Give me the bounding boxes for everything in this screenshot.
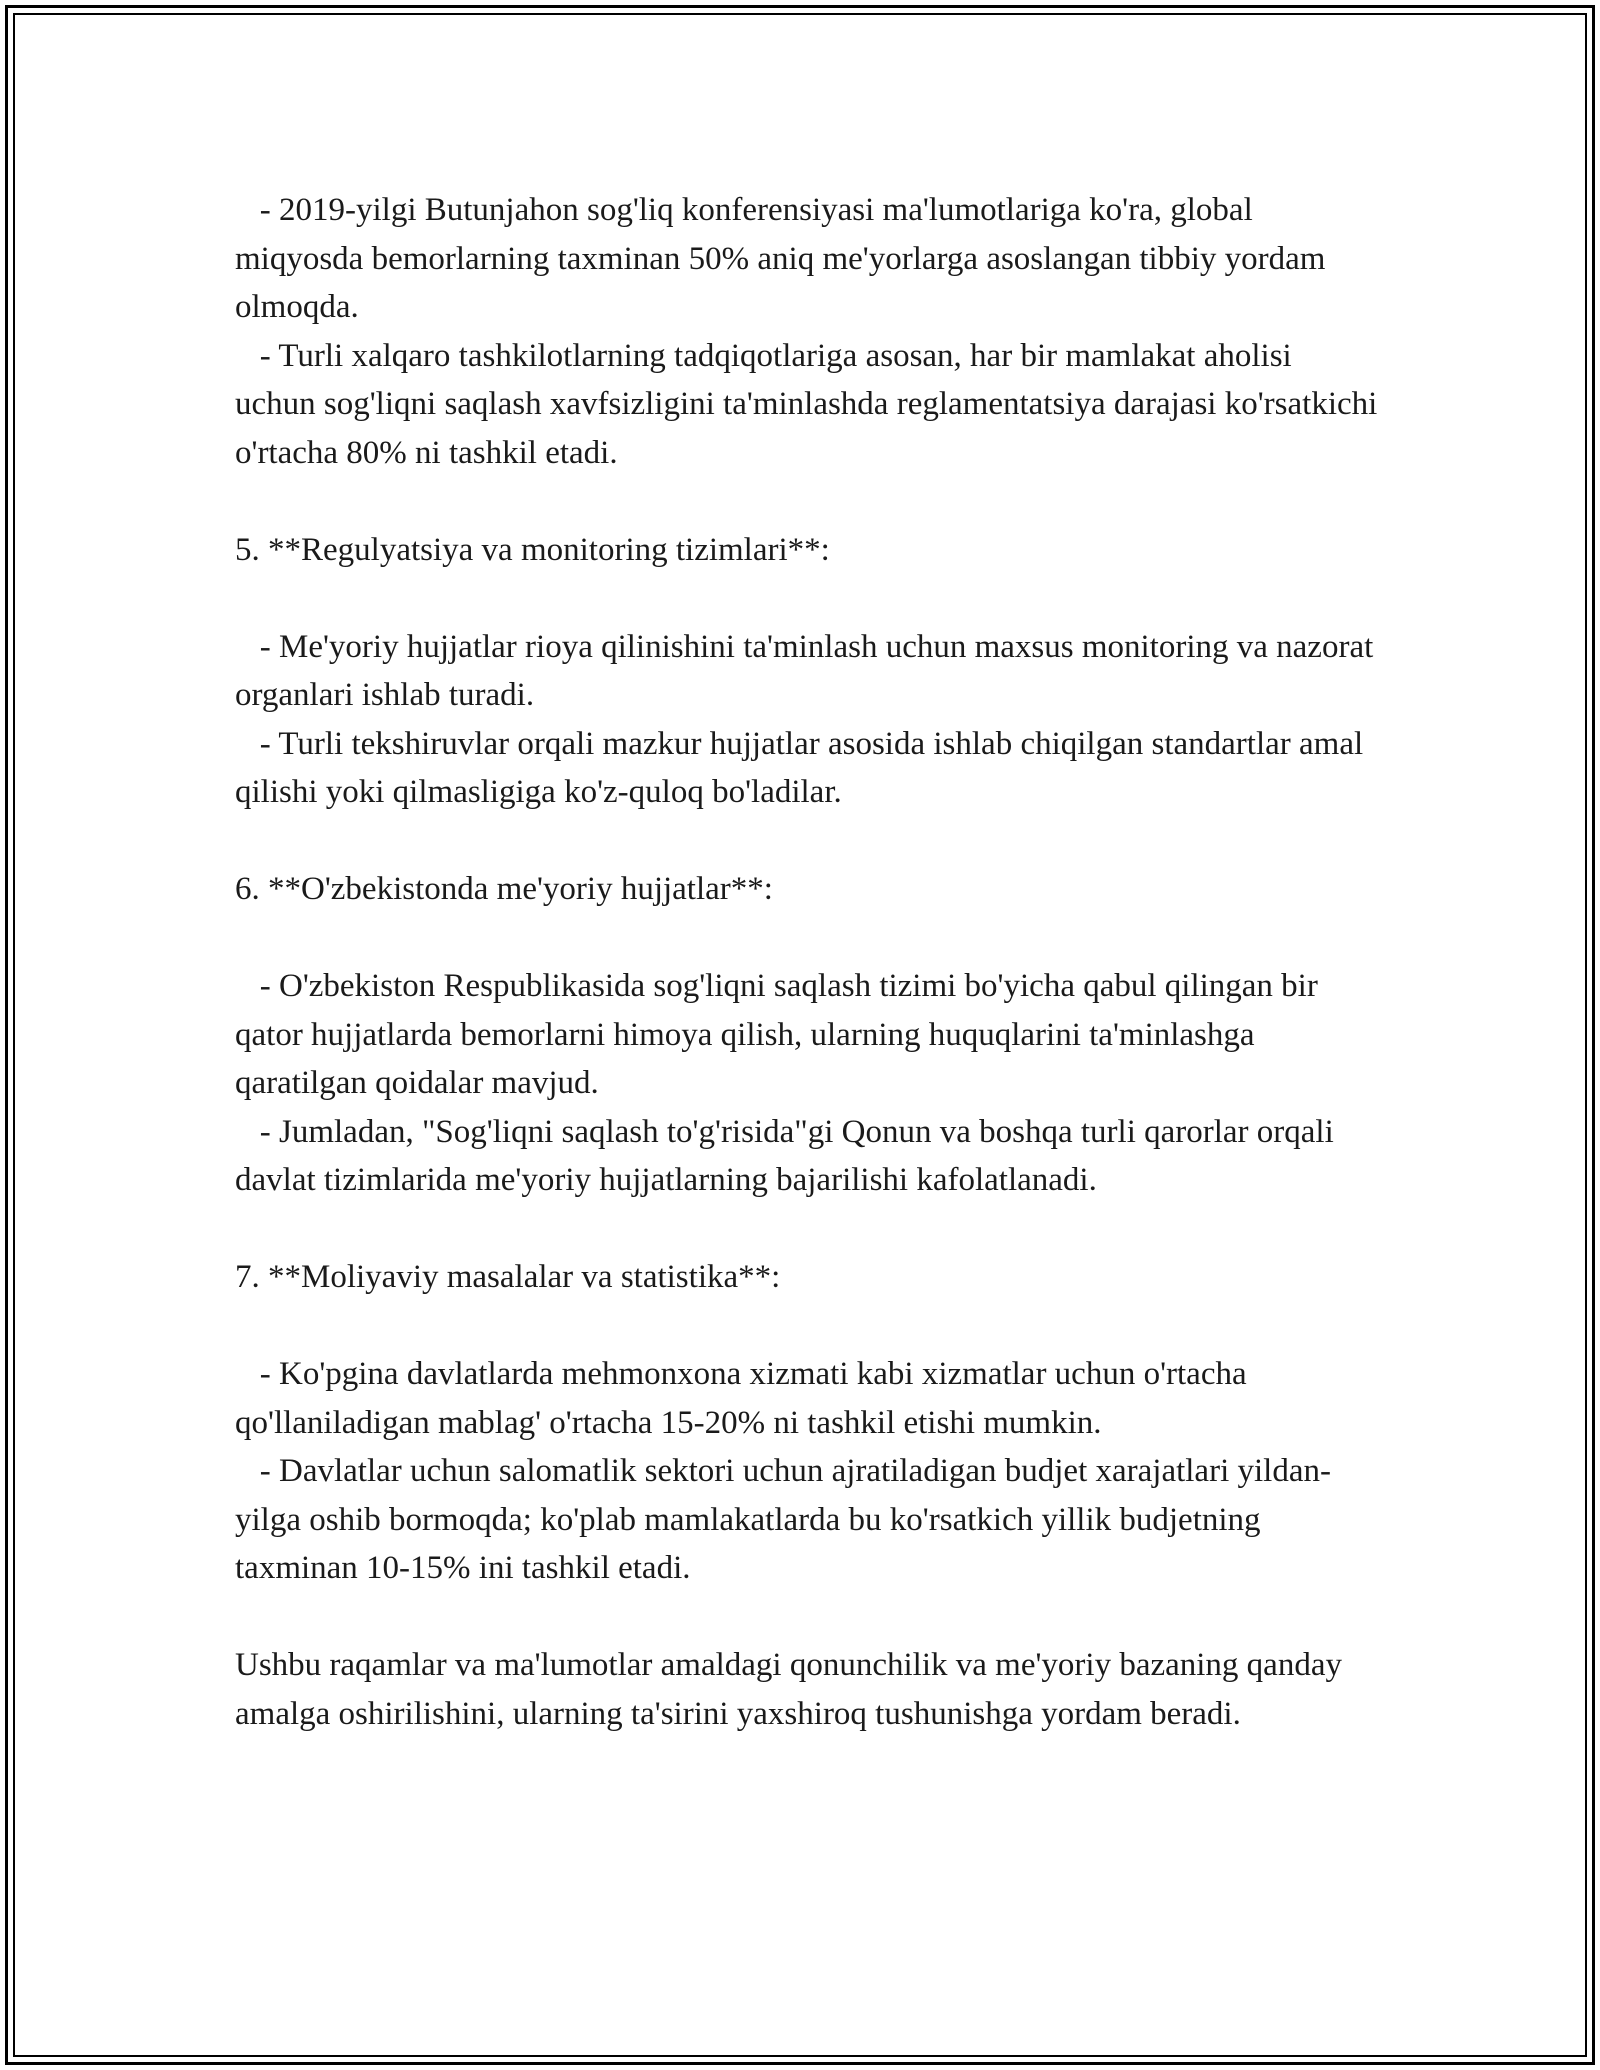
blank-line (235, 1302, 1380, 1351)
section-heading: 5. **Regulyatsiya va monitoring tizimlari**: (235, 531, 830, 568)
bullet-paragraph: - O'zbekiston Respublikasida sog'liqni saqlash tizimi bo'yicha qabul qilingan bir qator hujjatlarda bemorlarni himoya qilish, ularning huquqlarini ta'minlashga qaratilgan qoidalar mavjud. (235, 968, 1327, 1101)
bullet-paragraph: - Turli xalqaro tashkilotlarning tadqiqotlariga asosan, har bir mamlakat aholisi uchun sog'liqni saqlash xavfsizligini ta'minlashda reglamentatsiya darajasi ko'rsatkichi o'rtacha 80% ni tashkil etadi. (235, 337, 1386, 471)
document-body (235, 186, 1386, 1738)
bullet-paragraph: - Jumladan, "Sog'liqni saqlash to'g'risida"gi Qonun va boshqa turli qarorlar orqali davlat tizimlarida me'yoriy hujjatlarning bajarilishi kafolatlanadi. (235, 1113, 1343, 1198)
blank-line (235, 1205, 1380, 1254)
bullet-paragraph: - 2019-yilgi Butunjahon sog'liq konferensiyasi ma'lumotlariga ko'ra, global miqyosda bemorlarning taxminan 50% aniq me'yorlarga asoslangan tibbiy yordam olmoqda. (235, 192, 1334, 325)
bullet-paragraph: - Davlatlar uchun salomatlik sektori uchun ajratiladigan budjet xarajatlari yildan-yilga oshib bormoqda; ko'plab mamlakatlarda bu ko'rsatkich yillik budjetning taxminan 10-15% ini tashkil etadi. (235, 1453, 1331, 1586)
blank-line (235, 1593, 1380, 1642)
bullet-paragraph: - Turli tekshiruvlar orqali mazkur hujjatlar asosida ishlab chiqilgan standartlar amal qilishi yoki qilmasligiga ko'z-quloq bo'ladilar. (235, 725, 1372, 810)
section-heading: 7. **Moliyaviy masalalar va statistika**: (235, 1259, 781, 1295)
bullet-paragraph: - Ko'pgina davlatlarda mehmonxona xizmati kabi xizmatlar uchun o'rtacha qo'llaniladigan mablag' o'rtacha 15-20% ni tashkil etishi mumkin. (235, 1356, 1255, 1441)
blank-line (235, 574, 1380, 623)
blank-line (235, 477, 1380, 526)
conclusion-paragraph: Ushbu raqamlar va ma'lumotlar amaldagi qonunchilik va me'yoriy bazaning qanday amalga oshirilishini, ularning ta'sirini yaxshiroq tushunishga yordam beradi. (235, 1647, 1351, 1732)
section-heading: 6. **O'zbekistonda me'yoriy hujjatlar**: (235, 871, 773, 907)
blank-line (235, 914, 1380, 963)
bullet-paragraph: - Me'yoriy hujjatlar rioya qilinishini ta'minlash uchun maxsus monitoring va nazorat organlari ishlab turadi. (235, 628, 1382, 713)
blank-line (235, 817, 1380, 866)
